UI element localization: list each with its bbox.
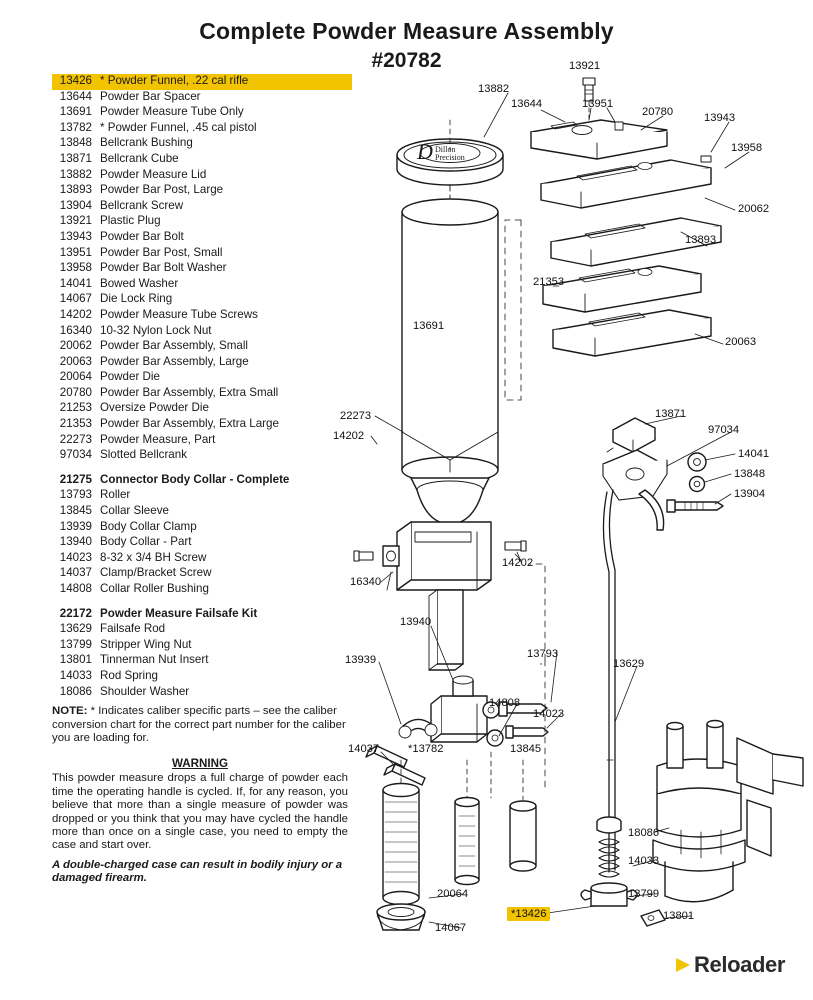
part-description: Bowed Washer (100, 276, 179, 290)
part-row (52, 653, 352, 669)
part-row (52, 214, 352, 230)
part-row (52, 183, 352, 199)
part-description: Failsafe Rod (100, 622, 166, 636)
part-number: 16340 (59, 323, 92, 337)
part-number: 21353 (59, 417, 92, 431)
callout-13893: 13893 (685, 234, 717, 246)
part-row (52, 339, 352, 355)
parts-list (52, 74, 352, 700)
part-row (52, 669, 352, 685)
part-description: Powder Bar Assembly, Small (100, 339, 248, 353)
part-row (52, 136, 352, 152)
part-number: 14023 (59, 550, 92, 564)
callout-13951: 13951 (582, 98, 614, 110)
part-number: 18086 (59, 684, 92, 698)
callout-13782: *13782 (408, 743, 444, 755)
part-number: 13793 (59, 488, 92, 502)
part-number: 13951 (59, 245, 92, 259)
part-description: Bellcrank Screw (100, 198, 184, 212)
part-number: 13943 (59, 229, 92, 243)
part-number: 21275 (59, 472, 92, 486)
part-number: 13426 (59, 74, 92, 87)
callout-13629: 13629 (613, 658, 645, 670)
part-description: Roller (100, 488, 131, 502)
part-row (52, 105, 352, 121)
part-number: 14808 (59, 582, 92, 595)
callout-13691: 13691 (413, 320, 445, 332)
part-row (52, 566, 352, 582)
callout-13801: 13801 (663, 910, 695, 922)
callout-13848: 13848 (734, 468, 766, 480)
part-description: Powder Measure, Part (100, 432, 216, 446)
part-row (52, 401, 352, 417)
part-description: Bellcrank Cube (100, 151, 179, 165)
callout-14202: 14202 (502, 557, 534, 569)
notes-block (52, 705, 348, 886)
part-row (52, 277, 352, 293)
part-description: Powder Bar Post, Small (100, 245, 223, 259)
part-description: Clamp/Bracket Screw (100, 566, 212, 580)
part-description: Powder Measure Lid (100, 167, 207, 181)
part-row (52, 622, 352, 638)
part-number: 22273 (59, 432, 92, 446)
part-row (52, 246, 352, 262)
title-main: Complete Powder Measure Assembly (199, 18, 614, 44)
part-row (52, 74, 352, 90)
part-row (52, 488, 352, 504)
part-number: 20780 (59, 385, 92, 399)
part-number: 97034 (59, 448, 92, 462)
callout-22273: 22273 (340, 410, 372, 422)
part-number: 13782 (59, 120, 92, 134)
part-description: Plastic Plug (100, 214, 161, 228)
part-number: 13644 (59, 89, 92, 103)
part-description: 8-32 x 3/4 BH Screw (100, 550, 207, 564)
callout-13799: 13799 (628, 888, 660, 900)
callout-21353: 21353 (533, 276, 565, 288)
part-row (52, 520, 352, 536)
lid-brand-line2: Precision (435, 153, 465, 162)
part-description: 10-32 Nylon Lock Nut (100, 323, 212, 337)
callout-14023: 14023 (533, 708, 565, 720)
part-description: Slotted Bellcrank (100, 448, 187, 462)
part-number: 13801 (59, 653, 92, 667)
part-number: 13799 (59, 637, 92, 651)
part-row (52, 324, 352, 340)
part-number: 13893 (59, 183, 92, 197)
part-row (52, 386, 352, 402)
part-row (52, 582, 352, 598)
callout-13939: 13939 (345, 654, 377, 666)
part-description: Shoulder Washer (100, 684, 190, 698)
svg-text:D: D (417, 139, 433, 164)
part-number: 13958 (59, 261, 92, 275)
part-number: 13904 (59, 198, 92, 212)
warning-text: This powder measure drops a full charge of powder each time the operating handle is cycled. If, for any reason, you believe that more than a single measure of powder was dropped or you think that you may have cycled the handle more than once on a single case, you need to empty the case and start over. (52, 772, 348, 852)
warning-emphasis: A double-charged case can result in bodily injury or a damaged firearm. (52, 858, 343, 885)
part-row (52, 355, 352, 371)
callout-97034: 97034 (708, 424, 740, 436)
part-number: 13921 (59, 214, 92, 228)
callout-highlighted (507, 908, 550, 920)
part-number: 13848 (59, 136, 92, 150)
reloader-logo (676, 952, 785, 978)
diagram-artwork (345, 60, 813, 970)
callout-13793: 13793 (527, 648, 559, 660)
exploded-diagram (333, 60, 813, 970)
part-number: 14041 (59, 276, 92, 290)
part-row (52, 199, 352, 215)
callout-13943: 13943 (704, 112, 736, 124)
part-description: Body Collar Clamp (100, 519, 197, 533)
part-description: Powder Bar Assembly, Extra Large (100, 417, 279, 431)
callout-13921: 13921 (569, 60, 601, 72)
callout-13644: 13644 (511, 98, 543, 110)
part-row (52, 121, 352, 137)
callout-13871: 13871 (655, 408, 687, 420)
lid-brand-line1: Dillon (435, 145, 456, 154)
part-number: 14202 (59, 307, 92, 321)
part-description: Stripper Wing Nut (100, 637, 192, 651)
part-number: 14033 (59, 668, 92, 682)
part-number: 13691 (59, 105, 92, 119)
part-row (52, 168, 352, 184)
triangle-icon (676, 958, 690, 972)
callout-13940: 13940 (400, 616, 432, 628)
callout-14067: 14067 (435, 922, 467, 934)
part-description: Powder Measure Tube Only (100, 105, 244, 119)
part-row (52, 551, 352, 567)
part-description: Powder Measure Failsafe Kit (100, 606, 258, 620)
part-description: Tinnerman Nut Insert (100, 653, 209, 667)
part-description: Oversize Powder Die (100, 401, 209, 415)
callout-18086: 18086 (628, 827, 660, 839)
callout-13845: 13845 (510, 743, 542, 755)
part-row (52, 230, 352, 246)
part-row (52, 417, 352, 433)
part-description: Powder Die (100, 370, 160, 384)
part-number: 13871 (59, 151, 92, 165)
part-row (52, 292, 352, 308)
callout-highlight-label: *13426 (507, 907, 550, 921)
callout-13904: 13904 (734, 488, 766, 500)
part-description: Powder Measure Tube Screws (100, 307, 258, 321)
part-row (52, 308, 352, 324)
part-description: Die Lock Ring (100, 292, 173, 306)
part-description: Powder Bar Assembly, Large (100, 354, 249, 368)
part-row (52, 152, 352, 168)
part-description: Collar Sleeve (100, 504, 169, 518)
callout-13882: 13882 (478, 83, 510, 95)
part-number: 20063 (59, 354, 92, 368)
part-description: Connector Body Collar - Complete (100, 472, 290, 486)
part-description: Powder Bar Spacer (100, 89, 201, 103)
part-number: 21253 (59, 401, 92, 415)
part-description: Body Collar - Part (100, 535, 192, 549)
part-number: 20064 (59, 370, 92, 384)
note-text: * Indicates caliber specific parts – see the caliber conversion chart for the correct part number for the caliber you are loading for. (52, 705, 346, 745)
callout-13958: 13958 (731, 142, 763, 154)
part-description: Powder Bar Bolt (100, 229, 184, 243)
part-number: 22172 (59, 606, 92, 620)
callout-20064: 20064 (437, 888, 469, 900)
callout-14037: 14037 (348, 743, 380, 755)
callout-14033: 14033 (628, 855, 660, 867)
part-number: 20062 (59, 339, 92, 353)
part-number: 13629 (59, 622, 92, 636)
part-row (52, 370, 352, 386)
part-description: Rod Spring (100, 668, 159, 682)
part-number: 14067 (59, 292, 92, 306)
part-row (52, 448, 352, 464)
note-label: NOTE: (52, 705, 88, 717)
part-number: 14037 (59, 566, 92, 580)
callout-14808: 14808 (489, 697, 521, 709)
part-number: 13940 (59, 535, 92, 549)
part-row (52, 638, 352, 654)
part-number: 13882 (59, 167, 92, 181)
part-description: * Powder Funnel, .22 cal rifle (100, 74, 249, 87)
callout-20780: 20780 (642, 106, 674, 118)
callout-14202: 14202 (333, 430, 365, 442)
part-description: Powder Bar Post, Large (100, 183, 224, 197)
part-description: * Powder Funnel, .45 cal pistol (100, 120, 257, 134)
part-row (52, 433, 352, 449)
part-row (52, 607, 352, 623)
callout-20063: 20063 (725, 336, 757, 348)
warning-heading: WARNING (171, 756, 229, 770)
part-row (52, 473, 352, 489)
title-subtitle: #20782 (371, 49, 442, 72)
part-number: 13845 (59, 504, 92, 518)
callout-14041: 14041 (738, 448, 770, 460)
callout-20062: 20062 (738, 203, 770, 215)
part-row (52, 261, 352, 277)
part-row (52, 90, 352, 106)
callout-16340: 16340 (350, 576, 382, 588)
part-description: Powder Bar Bolt Washer (100, 261, 227, 275)
part-row (52, 685, 352, 701)
part-description: Collar Roller Bushing (100, 582, 209, 595)
part-description: Powder Bar Assembly, Extra Small (100, 385, 279, 399)
part-description: Bellcrank Bushing (100, 136, 193, 150)
part-row (52, 504, 352, 520)
part-row (52, 535, 352, 551)
logo-text: Reloader (694, 952, 785, 977)
part-number: 13939 (59, 519, 92, 533)
